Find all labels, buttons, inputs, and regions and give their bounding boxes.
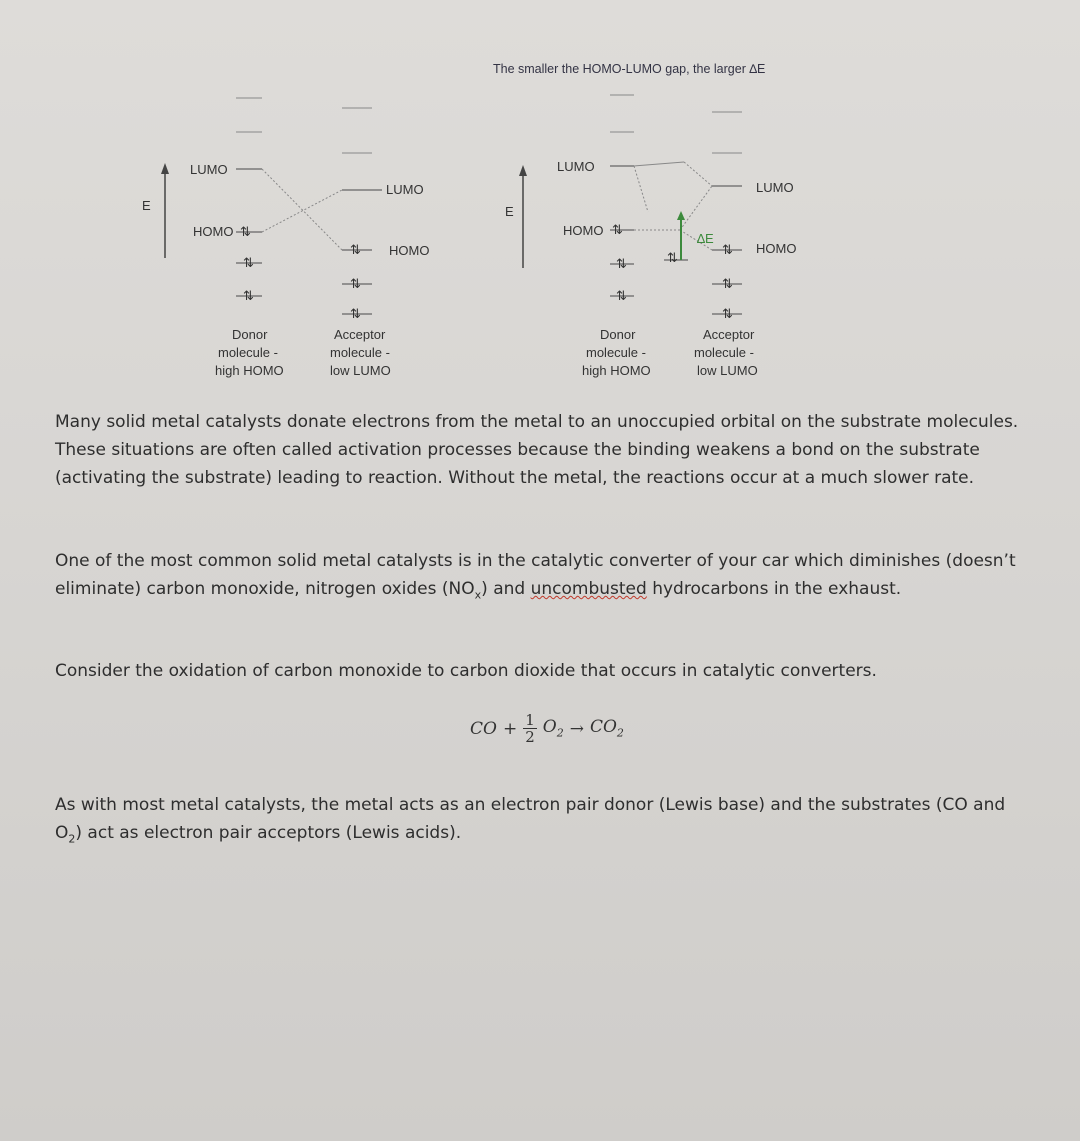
right-electron-pair: ⇅	[612, 222, 623, 237]
delta-e-arrowhead	[677, 211, 685, 220]
paragraph-text: Consider the oxidation of carbon monoxide to carbon dioxide that occurs in catalytic converters.	[55, 661, 877, 681]
left-correlation-line	[262, 190, 342, 232]
right-axis-label: E	[505, 204, 514, 219]
coefficient-denominator: 2	[525, 728, 535, 746]
left-electron-pair: ⇅	[350, 242, 361, 257]
left-electron-pair: ⇅	[243, 255, 254, 270]
paragraph-text-part: As with most metal catalysts, the metal acts as an electron pair donor (Lewis base) and the substrates (CO and O	[55, 795, 1006, 843]
left-acceptor-caption: molecule -	[330, 345, 390, 360]
equation-product-co2: $CO_2$	[589, 717, 624, 740]
right-acceptor-caption: Acceptor	[703, 327, 755, 342]
paragraph-text-part: ) and	[481, 579, 531, 599]
right-acceptor-caption: molecule -	[694, 345, 754, 360]
right-mo-diagram	[505, 95, 796, 378]
left-correlation-line	[262, 169, 342, 250]
right-electron-pair: ⇅	[616, 288, 627, 303]
right-correlation-line	[680, 186, 712, 230]
equation-reactant-o2: $O_2$	[542, 717, 564, 740]
equation-arrow: →	[569, 718, 584, 739]
left-energy-arrowhead	[161, 163, 169, 174]
coefficient-numerator: 1	[525, 711, 535, 729]
equation-plus: +	[502, 718, 518, 739]
left-donor-caption: Donor	[232, 327, 268, 342]
left-donor-caption: molecule -	[218, 345, 278, 360]
paragraph-text	[55, 791, 1025, 853]
paragraph-text-part: One of the most common solid metal catalysts is in the catalytic converter of your car which diminishes (doesn’t eliminate) carbon monoxide, nitrogen oxides (NO	[55, 551, 1016, 599]
right-correlation-line	[684, 162, 712, 186]
equation-reactant-co: CO	[470, 718, 497, 739]
nox-subscript: x	[474, 588, 482, 602]
left-electron-pair: ⇅	[240, 224, 251, 239]
paragraph-text-part: hydrocarbons in the exhaust.	[646, 579, 902, 599]
left-electron-pair: ⇅	[350, 276, 361, 291]
right-correlation-line	[634, 162, 684, 166]
paragraph-text: Many solid metal catalysts donate electrons from the metal to an unoccupied orbital on the substrate molecules. These situations are often called activation processes because the binding weakens a bond on the substrate (activating the substrate) leading to reaction. Without the metal, the reactions occur at a much slower rate.	[55, 412, 1019, 488]
paragraph-text-part: ) act as electron pair acceptors (Lewis acids).	[75, 823, 462, 843]
spellcheck-flagged-word[interactable]: uncombusted	[530, 579, 647, 599]
right-electron-pair: ⇅	[667, 250, 678, 265]
o2-subscript: 2	[68, 832, 76, 846]
delta-e-label: ∆E	[697, 231, 714, 246]
paragraph-metal-catalysts	[55, 408, 1025, 492]
equation-coefficient	[523, 712, 537, 745]
paragraph-text	[55, 547, 1025, 609]
right-acceptor-caption: low LUMO	[697, 363, 758, 378]
left-acceptor-lumo-label: LUMO	[386, 182, 424, 197]
right-energy-arrowhead	[519, 165, 527, 176]
left-acceptor-caption: low LUMO	[330, 363, 391, 378]
left-acceptor-homo-label: HOMO	[389, 243, 430, 258]
right-donor-caption: Donor	[600, 327, 636, 342]
left-donor-caption: high HOMO	[215, 363, 284, 378]
right-electron-pair: ⇅	[722, 306, 733, 321]
right-electron-pair: ⇅	[722, 276, 733, 291]
left-donor-homo-label: HOMO	[193, 224, 234, 239]
reaction-equation	[470, 712, 624, 745]
paragraph-oxidation	[55, 657, 1025, 685]
left-electron-pair: ⇅	[350, 306, 361, 321]
diagram-title: The smaller the HOMO-LUMO gap, the larger ∆E	[493, 62, 766, 76]
left-electron-pair: ⇅	[243, 288, 254, 303]
right-acceptor-lumo-label: LUMO	[756, 180, 794, 195]
right-donor-lumo-label: LUMO	[557, 159, 595, 174]
homo-lumo-diagram	[0, 0, 1080, 400]
right-donor-caption: high HOMO	[582, 363, 651, 378]
right-correlation-line	[634, 166, 648, 212]
left-donor-lumo-label: LUMO	[190, 162, 228, 177]
right-electron-pair: ⇅	[616, 256, 627, 271]
right-electron-pair: ⇅	[722, 242, 733, 257]
paragraph-catalytic-converter	[55, 547, 1025, 609]
left-acceptor-caption: Acceptor	[334, 327, 386, 342]
paragraph-lewis	[55, 791, 1025, 853]
right-acceptor-homo-label: HOMO	[756, 241, 797, 256]
right-donor-homo-label: HOMO	[563, 223, 604, 238]
left-axis-label: E	[142, 198, 151, 213]
left-mo-diagram	[142, 98, 429, 378]
right-donor-caption: molecule -	[586, 345, 646, 360]
